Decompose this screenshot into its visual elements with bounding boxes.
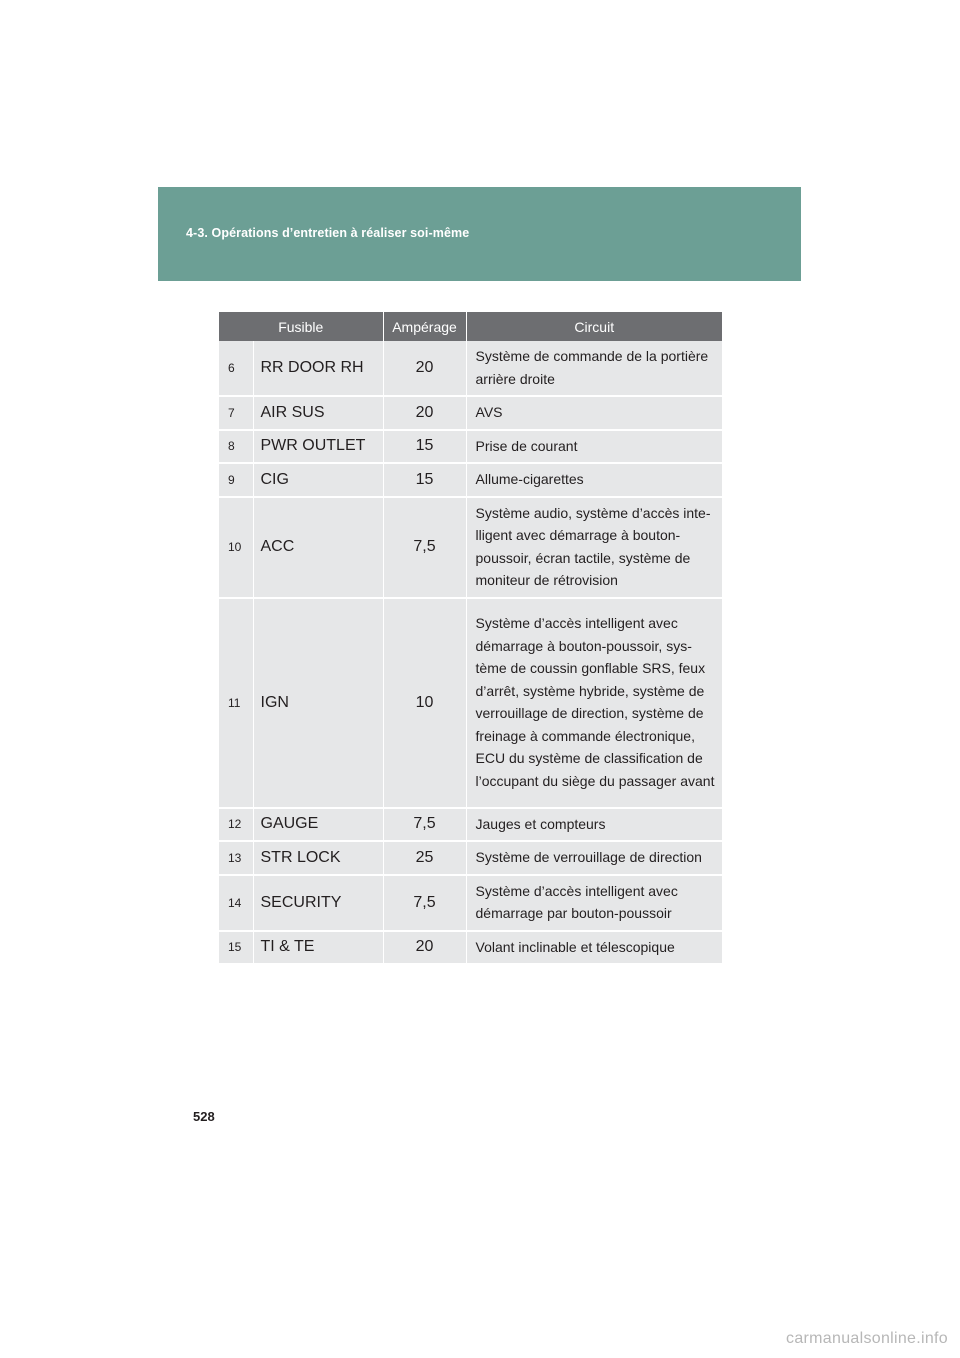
fuse-name: RR DOOR RH [253,341,383,396]
fuse-amperage: 15 [383,430,466,464]
page-number: 528 [193,1109,215,1124]
fuse-circuit: Système d’accès intelligent avec démarrage à bouton-poussoir, sys-tème de coussin gonflable SRS, feux d’arrêt, système hybride, système de verrouillage de direction, système de freinage à commande électronique, ECU du système de classification de l’occupant du siège du passager avant [466,598,722,808]
fuse-amperage: 20 [383,396,466,430]
fuse-number: 13 [219,841,253,875]
table-header-row [219,312,722,341]
fuse-name: GAUGE [253,808,383,842]
fuse-name: SECURITY [253,875,383,931]
fuse-amperage: 20 [383,931,466,965]
fuse-number: 15 [219,931,253,965]
fuse-name: STR LOCK [253,841,383,875]
table-row [219,875,722,931]
fuse-circuit: Volant inclinable et télescopique [466,931,722,965]
fuse-amperage: 7,5 [383,875,466,931]
fuse-number: 11 [219,598,253,808]
fuse-circuit: Système d’accès intelligent avec démarrage par bouton-poussoir [466,875,722,931]
fuse-number: 9 [219,463,253,497]
fuse-amperage: 7,5 [383,808,466,842]
fuse-number: 10 [219,497,253,598]
table-row [219,497,722,598]
fuse-number: 12 [219,808,253,842]
table-row [219,430,722,464]
table-row [219,841,722,875]
fuse-number: 8 [219,430,253,464]
fuse-amperage: 20 [383,341,466,396]
table-row [219,396,722,430]
fuse-circuit: Allume-cigarettes [466,463,722,497]
table-row [219,598,722,808]
fuse-circuit: Système de commande de la portière arrière droite [466,341,722,396]
table-row [219,931,722,965]
table-row [219,463,722,497]
fuse-name: TI & TE [253,931,383,965]
fuse-name: IGN [253,598,383,808]
fuse-amperage: 25 [383,841,466,875]
section-title: 4-3. Opérations d’entretien à réaliser soi-même [186,226,470,240]
fuse-name: ACC [253,497,383,598]
fuse-circuit: Prise de courant [466,430,722,464]
column-header-circuit: Circuit [466,312,722,341]
fuse-circuit: AVS [466,396,722,430]
fuse-circuit: Système audio, système d’accès inte-lligent avec démarrage à bouton-poussoir, écran tactile, système de moniteur de rétrovision [466,497,722,598]
section-header [158,187,801,281]
fuse-name: CIG [253,463,383,497]
fuse-table [219,312,722,965]
fuse-amperage: 10 [383,598,466,808]
table-row [219,341,722,396]
fuse-number: 6 [219,341,253,396]
fuse-name: PWR OUTLET [253,430,383,464]
fuse-number: 7 [219,396,253,430]
fuse-number: 14 [219,875,253,931]
watermark: carmanualsonline.info [786,1330,948,1347]
table-row [219,808,722,842]
fuse-name: AIR SUS [253,396,383,430]
column-header-amperage: Ampérage [383,312,466,341]
column-header-fuse: Fusible [219,312,383,341]
fuse-amperage: 7,5 [383,497,466,598]
fuse-circuit: Système de verrouillage de direction [466,841,722,875]
fuse-circuit: Jauges et compteurs [466,808,722,842]
fuse-amperage: 15 [383,463,466,497]
